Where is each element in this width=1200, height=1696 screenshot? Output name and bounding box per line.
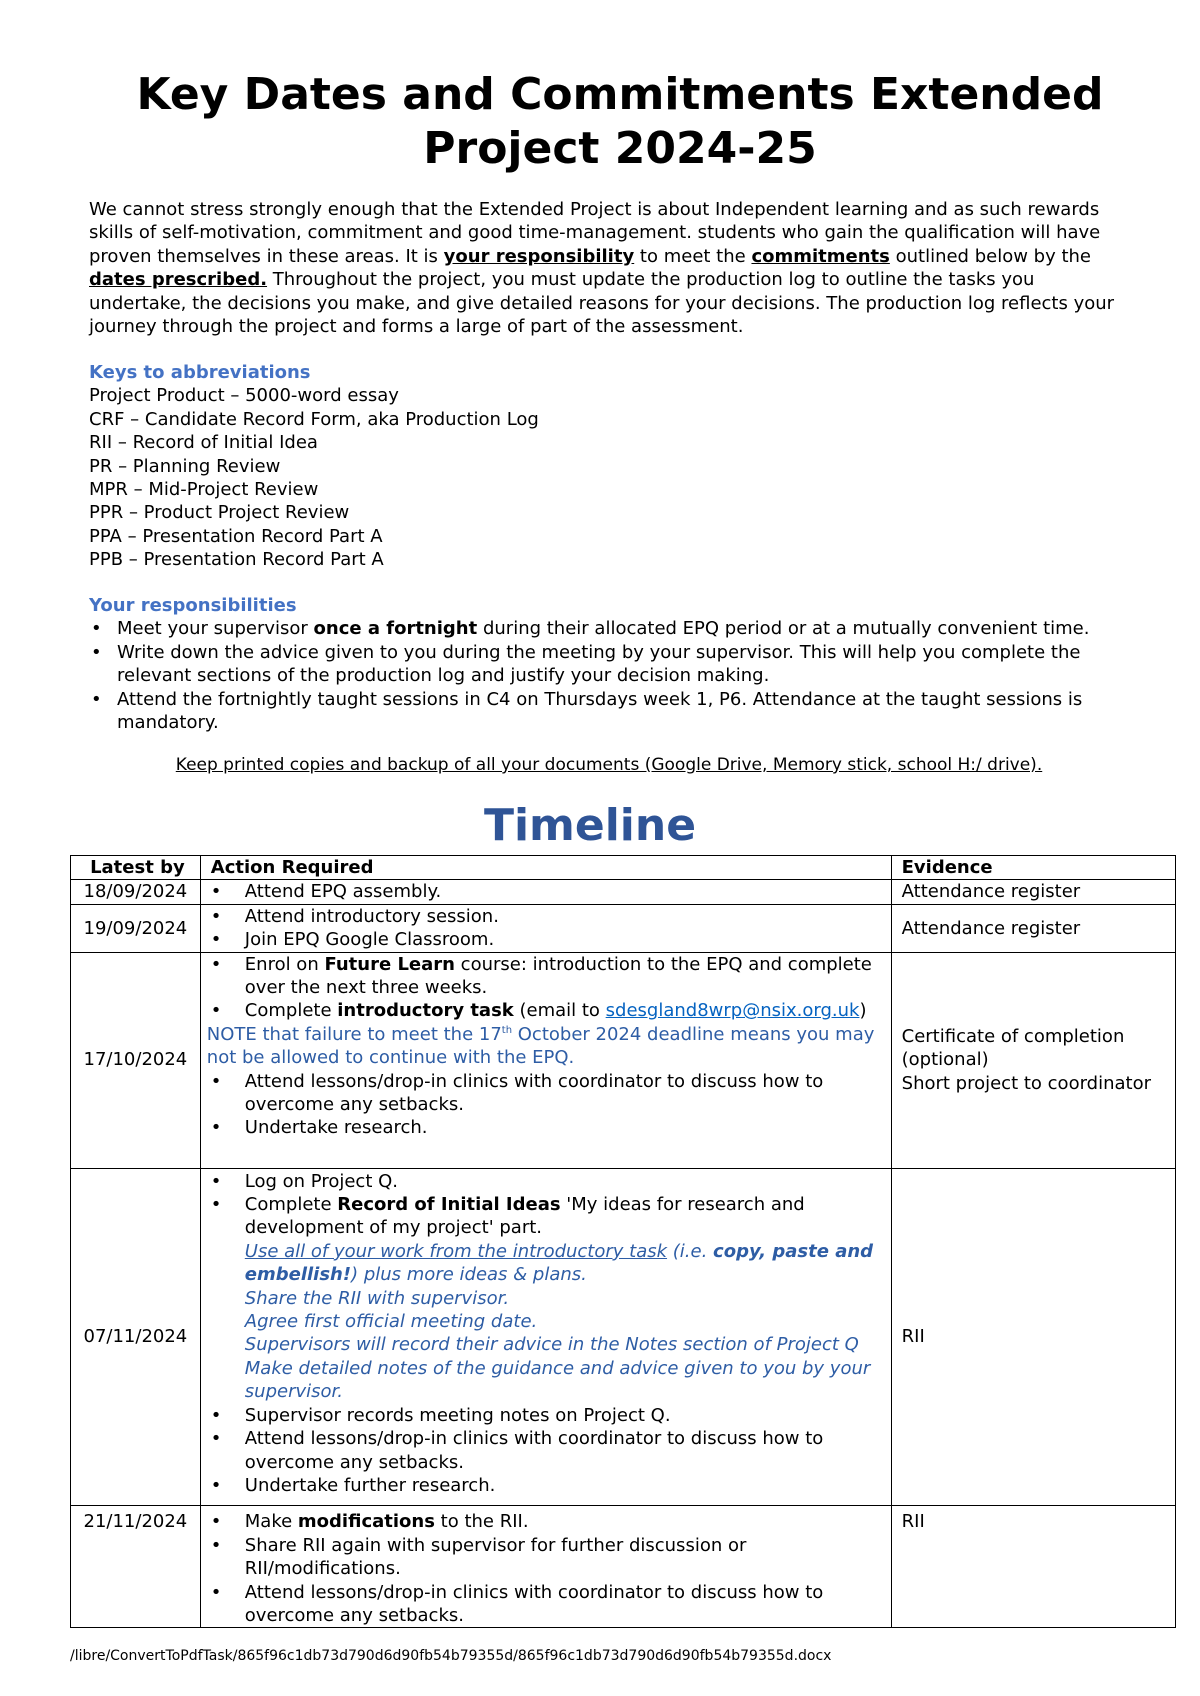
abbreviations-section — [89, 361, 1129, 572]
action-text: Make — [244, 1511, 298, 1533]
guidance-note: Agree first official meeting date. — [244, 1311, 538, 1333]
note-text: October 2024 deadline means you may not be allowed to continue with the EPQ. — [206, 1023, 875, 1069]
action-item: • Attend lessons/drop-in clinics with coordinator to discuss how to overcome any setbacks. — [207, 1070, 885, 1117]
abbreviation-item: RII – Record of Initial Idea — [89, 432, 318, 454]
responsibility-emphasis: once a fortnight — [313, 618, 478, 640]
action-item: • Attend lessons/drop-in clinics with coordinator to discuss how to overcome any setbacks. — [207, 1427, 885, 1474]
guidance-emphasis: copy, paste and embellish! — [244, 1240, 874, 1286]
header-latest-by: Latest by — [71, 856, 201, 880]
abbreviation-item: Project Product – 5000-word essay — [89, 385, 399, 407]
guidance-text: (i.e. — [667, 1240, 714, 1262]
cell-evidence: Attendance register — [891, 904, 1175, 952]
action-item: • Join EPQ Google Classroom. — [207, 928, 885, 951]
cell-date: 21/11/2024 — [71, 1506, 201, 1628]
abbreviation-item: PPR – Product Project Review — [89, 502, 350, 524]
guidance-text: ) plus more ideas & plans. — [351, 1264, 587, 1286]
cell-evidence — [891, 952, 1175, 1168]
action-emphasis: Record of Initial Ideas — [337, 1194, 561, 1216]
abbreviation-item: CRF – Candidate Record Form, aka Production Log — [89, 408, 539, 430]
action-item: • Supervisor records meeting notes on Project Q. — [207, 1404, 885, 1427]
cell-date: 07/11/2024 — [71, 1168, 201, 1506]
action-text: Complete — [244, 1194, 338, 1216]
cell-action — [200, 952, 891, 1168]
table-row — [71, 880, 1176, 904]
intro-dates-text: dates prescribed. — [89, 269, 268, 291]
action-item — [207, 999, 885, 1022]
intro-emphasis-responsibility: your responsibility — [443, 245, 635, 267]
action-text: Complete — [244, 1000, 338, 1022]
action-item — [207, 1510, 885, 1533]
responsibility-text: during their allocated EPQ period or at a mutually convenient time. — [477, 618, 1090, 640]
action-item: • Undertake further research. — [207, 1474, 885, 1497]
header-action-required: Action Required — [200, 856, 891, 880]
action-item: • Attend lessons/drop-in clinics with coordinator to discuss how to overcome any setbacks. — [207, 1581, 885, 1628]
guidance-note — [207, 1240, 885, 1287]
cell-date: 18/09/2024 — [71, 880, 201, 904]
action-item — [207, 1193, 885, 1240]
table-row — [71, 1506, 1176, 1628]
cell-evidence: RII — [891, 1168, 1175, 1506]
table-row — [71, 1168, 1176, 1506]
timeline-heading: Timeline — [483, 800, 697, 851]
cell-action — [200, 880, 891, 904]
intro-text: We cannot stress strongly enough that the Extended Project is about Independent learning and as such rewards skills of self-motivation, commitment and good time-management. students who gain the qualification will have proven themselves in these areas. It is — [89, 199, 1101, 267]
action-emphasis: modifications — [297, 1511, 435, 1533]
table-row — [71, 904, 1176, 952]
intro-emphasis-commitments: commitments — [751, 245, 890, 267]
cell-date: 17/10/2024 — [71, 952, 201, 1168]
action-text: Enrol on — [244, 953, 325, 975]
cell-date: 19/09/2024 — [71, 904, 201, 952]
guidance-note: Supervisors will record their advice in the Notes section of Project Q — [244, 1334, 859, 1356]
abbreviation-item: PR – Planning Review — [89, 455, 281, 477]
deadline-note — [207, 1023, 885, 1070]
action-item: • Attend EPQ assembly. — [207, 880, 885, 903]
responsibility-item: • Write down the advice given to you during the meeting by your supervisor. This will help you complete the relevant sections of the production log and justify your decision making. — [89, 641, 1129, 688]
table-row — [71, 952, 1176, 1168]
table-header-row — [71, 856, 1176, 880]
intro-text: outlined below by the — [889, 245, 1092, 267]
email-link[interactable]: sdesgland8wrp@nsix.org.uk — [605, 1000, 860, 1022]
note-text: NOTE that failure to meet the 17 — [206, 1023, 502, 1045]
action-emphasis: Future Learn — [324, 953, 455, 975]
header-evidence: Evidence — [891, 856, 1175, 880]
cell-evidence: RII — [891, 1506, 1175, 1628]
responsibility-item — [89, 617, 1129, 640]
action-text: ) — [859, 1000, 867, 1022]
cell-action — [200, 1168, 891, 1506]
action-item — [207, 953, 885, 1000]
guidance-note: Share the RII with supervisor. — [244, 1287, 510, 1309]
guidance-note: Make detailed notes of the guidance and advice given to you by your supervisor. — [244, 1357, 871, 1403]
abbreviation-item: PPA – Presentation Record Part A — [89, 525, 383, 547]
abbreviation-item: PPB – Presentation Record Part A — [89, 549, 384, 571]
action-text: to the RII. — [434, 1511, 529, 1533]
action-text: course: introduction to the EPQ and complete over the next three weeks. — [244, 953, 872, 999]
responsibility-item: • Attend the fortnightly taught sessions in C4 on Thursdays week 1, P6. Attendance at the taught sessions is mandatory. — [89, 688, 1129, 735]
evidence-item: Certificate of completion (optional) — [901, 1026, 1125, 1071]
cell-action — [200, 1506, 891, 1628]
introductory-task-link[interactable]: Use all of your work from the introductory task — [244, 1240, 668, 1262]
intro-text: to meet the — [634, 245, 752, 267]
intro-text: Throughout the project, you must update the production log to outline the tasks you undertake, the decisions you make, and give detailed reasons for your decisions. The production log reflects your journey through the project and forms a large of part of the assessment. — [89, 269, 1115, 338]
intro-paragraph — [89, 198, 1129, 338]
action-item: • Attend introductory session. — [207, 905, 885, 928]
action-item: • Share RII again with supervisor for further discussion or RII/modifications. — [207, 1534, 885, 1581]
intro-emphasis-dates — [89, 269, 267, 290]
responsibilities-list — [89, 617, 1129, 734]
cell-evidence: Attendance register — [891, 880, 1175, 904]
file-path-footer: /libre/ConvertToPdfTask/865f96c1db73d790d6d90fb54b79355d/865f96c1db73d790d6d90fb54b79355d.docx — [70, 1648, 832, 1664]
backup-note: Keep printed copies and backup of all your documents (Google Drive, Memory stick, school H:/ drive). — [175, 755, 1043, 775]
responsibility-text: Meet your supervisor — [117, 618, 314, 640]
action-item: • Undertake research. — [207, 1116, 885, 1139]
action-text: 'My ideas for research and development of my project' part. — [244, 1194, 805, 1239]
action-emphasis: introductory task — [337, 1000, 514, 1022]
abbreviations-heading: Keys to abbreviations — [89, 362, 311, 383]
responsibilities-heading: Your responsibilities — [89, 595, 297, 616]
evidence-item: Short project to coordinator — [901, 1072, 1151, 1094]
action-text: (email to — [513, 1000, 606, 1022]
timeline-table — [70, 855, 1176, 1628]
action-item: • Log on Project Q. — [207, 1170, 885, 1193]
cell-action — [200, 904, 891, 952]
abbreviation-item: MPR – Mid-Project Review — [89, 478, 319, 500]
note-superscript: th — [501, 1024, 513, 1036]
page-title: Key Dates and Commitments Extended Project 2024-25 — [136, 69, 1104, 174]
responsibilities-section — [89, 594, 1129, 734]
